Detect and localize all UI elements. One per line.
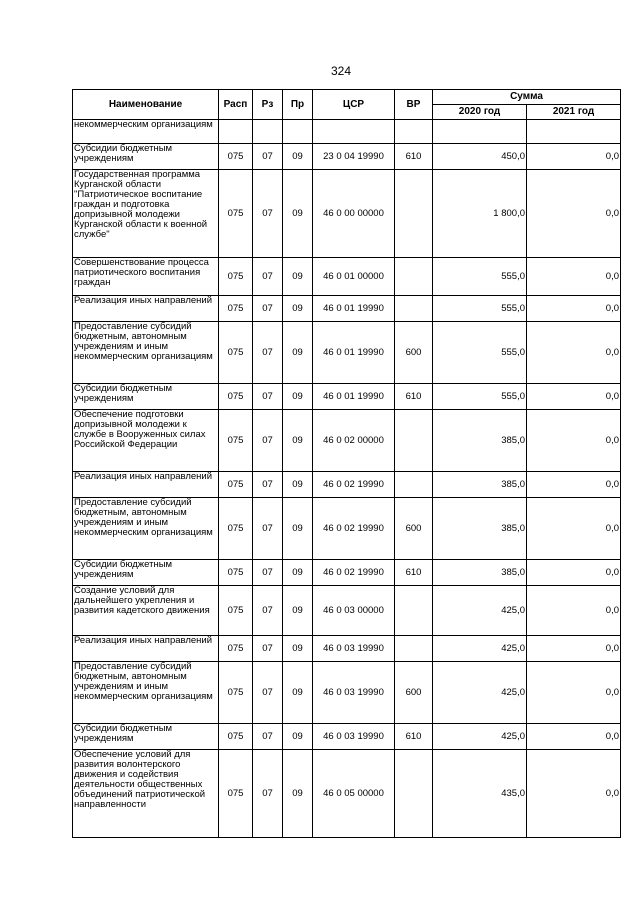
cell-rz: 07 (253, 296, 283, 322)
cell-rz: 07 (253, 636, 283, 662)
table-row (73, 170, 621, 258)
cell-csr: 46 0 02 19990 (313, 498, 395, 560)
cell-csr: 46 0 01 00000 (313, 258, 395, 296)
cell-rz: 07 (253, 258, 283, 296)
cell-pr: 09 (283, 750, 313, 838)
cell-rasp: 075 (219, 750, 253, 838)
cell-pr (283, 120, 313, 144)
cell-csr: 23 0 04 19990 (313, 144, 395, 170)
cell-rz: 07 (253, 322, 283, 384)
table-row (73, 144, 621, 170)
cell-y2021: 0,0 (527, 636, 621, 662)
cell-name: Совершенствование процесса патриотического воспитания граждан (73, 258, 219, 296)
table-row (73, 410, 621, 472)
cell-csr: 46 0 02 00000 (313, 410, 395, 472)
table-body (73, 120, 621, 838)
table-row (73, 636, 621, 662)
cell-rasp: 075 (219, 384, 253, 410)
cell-y2021: 0,0 (527, 322, 621, 384)
cell-csr: 46 0 03 00000 (313, 586, 395, 636)
cell-vr (395, 636, 433, 662)
cell-name: Предоставление субсидий бюджетным, автономным учреждениям и иным некоммерческим организациям (73, 322, 219, 384)
cell-pr: 09 (283, 410, 313, 472)
cell-csr: 46 0 03 19990 (313, 662, 395, 724)
header-2020: 2020 год (433, 105, 527, 120)
cell-csr (313, 120, 395, 144)
page-number: 324 (330, 64, 352, 78)
cell-y2021: 0,0 (527, 498, 621, 560)
cell-vr: 610 (395, 724, 433, 750)
cell-rasp: 075 (219, 636, 253, 662)
cell-y2020: 425,0 (433, 636, 527, 662)
cell-y2021: 0,0 (527, 560, 621, 586)
cell-name: Реализация иных направлений (73, 472, 219, 498)
cell-vr (395, 120, 433, 144)
cell-pr: 09 (283, 560, 313, 586)
cell-rasp: 075 (219, 322, 253, 384)
cell-csr: 46 0 01 19990 (313, 322, 395, 384)
cell-name: Субсидии бюджетным учреждениям (73, 144, 219, 170)
cell-vr: 610 (395, 144, 433, 170)
cell-y2021: 0,0 (527, 410, 621, 472)
cell-name: Обеспечение условий для развития волонтерского движения и содействия деятельности общественных объединений патриотической направленности (73, 750, 219, 838)
cell-vr: 610 (395, 560, 433, 586)
cell-y2020: 555,0 (433, 384, 527, 410)
cell-y2021: 0,0 (527, 724, 621, 750)
cell-y2021: 0,0 (527, 472, 621, 498)
cell-y2021: 0,0 (527, 586, 621, 636)
cell-name: Предоставление субсидий бюджетным, автономным учреждениям и иным некоммерческим организациям (73, 498, 219, 560)
cell-name: Субсидии бюджетным учреждениям (73, 724, 219, 750)
cell-name: некоммерческим организациям (73, 120, 219, 144)
table-row (73, 586, 621, 636)
cell-rasp: 075 (219, 258, 253, 296)
header-vr: ВР (395, 90, 433, 120)
cell-y2021: 0,0 (527, 258, 621, 296)
header-sum: Сумма (433, 90, 621, 105)
table-row (73, 750, 621, 838)
header-csr: ЦСР (313, 90, 395, 120)
cell-y2020: 450,0 (433, 144, 527, 170)
cell-rz: 07 (253, 560, 283, 586)
cell-vr: 600 (395, 498, 433, 560)
cell-y2021: 0,0 (527, 144, 621, 170)
cell-rasp: 075 (219, 144, 253, 170)
cell-y2021: 0,0 (527, 662, 621, 724)
cell-name: Субсидии бюджетным учреждениям (73, 384, 219, 410)
cell-y2020: 425,0 (433, 662, 527, 724)
cell-rasp: 075 (219, 560, 253, 586)
cell-y2020: 385,0 (433, 410, 527, 472)
cell-csr: 46 0 03 19990 (313, 636, 395, 662)
cell-rz: 07 (253, 750, 283, 838)
cell-name: Обеспечение подготовки допризывной молодежи к службе в Вооруженных силах Российской Федерации (73, 410, 219, 472)
cell-rasp (219, 120, 253, 144)
header-rasp: Расп (219, 90, 253, 120)
header-pr: Пр (283, 90, 313, 120)
table-row (73, 472, 621, 498)
cell-csr: 46 0 01 19990 (313, 296, 395, 322)
cell-rz: 07 (253, 384, 283, 410)
cell-pr: 09 (283, 662, 313, 724)
cell-pr: 09 (283, 384, 313, 410)
cell-pr: 09 (283, 170, 313, 258)
table-row (73, 322, 621, 384)
table-row (73, 384, 621, 410)
cell-rz: 07 (253, 472, 283, 498)
table-row (73, 662, 621, 724)
cell-csr: 46 0 01 19990 (313, 384, 395, 410)
cell-vr (395, 586, 433, 636)
cell-rasp: 075 (219, 170, 253, 258)
cell-vr (395, 258, 433, 296)
cell-rasp: 075 (219, 724, 253, 750)
cell-rz: 07 (253, 170, 283, 258)
table-row (73, 498, 621, 560)
cell-rz: 07 (253, 586, 283, 636)
cell-pr: 09 (283, 472, 313, 498)
cell-name: Реализация иных направлений (73, 296, 219, 322)
cell-vr: 610 (395, 384, 433, 410)
cell-y2020: 425,0 (433, 586, 527, 636)
cell-y2021 (527, 120, 621, 144)
cell-name: Предоставление субсидий бюджетным, автономным учреждениям и иным некоммерческим организациям (73, 662, 219, 724)
cell-y2020 (433, 120, 527, 144)
cell-name: Реализация иных направлений (73, 636, 219, 662)
cell-rz (253, 120, 283, 144)
cell-vr (395, 410, 433, 472)
cell-y2021: 0,0 (527, 750, 621, 838)
cell-rasp: 075 (219, 586, 253, 636)
cell-y2020: 555,0 (433, 296, 527, 322)
cell-y2020: 385,0 (433, 472, 527, 498)
header-2021: 2021 год (527, 105, 621, 120)
cell-rasp: 075 (219, 410, 253, 472)
table-row (73, 560, 621, 586)
cell-rasp: 075 (219, 296, 253, 322)
table-row (73, 296, 621, 322)
cell-pr: 09 (283, 296, 313, 322)
cell-y2021: 0,0 (527, 170, 621, 258)
cell-rz: 07 (253, 410, 283, 472)
cell-pr: 09 (283, 258, 313, 296)
cell-csr: 46 0 00 00000 (313, 170, 395, 258)
cell-pr: 09 (283, 498, 313, 560)
cell-y2020: 1 800,0 (433, 170, 527, 258)
cell-y2020: 435,0 (433, 750, 527, 838)
cell-y2020: 385,0 (433, 498, 527, 560)
cell-y2020: 555,0 (433, 322, 527, 384)
cell-csr: 46 0 02 19990 (313, 472, 395, 498)
cell-y2021: 0,0 (527, 384, 621, 410)
header-rz: Рз (253, 90, 283, 120)
cell-vr: 600 (395, 662, 433, 724)
cell-rz: 07 (253, 724, 283, 750)
cell-y2020: 555,0 (433, 258, 527, 296)
cell-rz: 07 (253, 144, 283, 170)
table-row (73, 120, 621, 144)
cell-rasp: 075 (219, 498, 253, 560)
cell-csr: 46 0 02 19990 (313, 560, 395, 586)
table-row (73, 724, 621, 750)
cell-vr: 600 (395, 322, 433, 384)
cell-rz: 07 (253, 498, 283, 560)
header-name: Наименование (73, 90, 219, 120)
cell-pr: 09 (283, 636, 313, 662)
cell-name: Субсидии бюджетным учреждениям (73, 560, 219, 586)
cell-y2021: 0,0 (527, 296, 621, 322)
cell-name: Государственная программа Курганской области "Патриотическое воспитание граждан и подготовка допризывной молодежи Курганской области к военной службе" (73, 170, 219, 258)
cell-pr: 09 (283, 586, 313, 636)
cell-rasp: 075 (219, 472, 253, 498)
cell-name: Создание условий для дальнейшего укрепления и развития кадетского движения (73, 586, 219, 636)
cell-rasp: 075 (219, 662, 253, 724)
cell-pr: 09 (283, 724, 313, 750)
cell-y2020: 385,0 (433, 560, 527, 586)
budget-table (72, 89, 621, 838)
cell-pr: 09 (283, 144, 313, 170)
cell-y2020: 425,0 (433, 724, 527, 750)
table-row (73, 258, 621, 296)
cell-vr (395, 296, 433, 322)
cell-vr (395, 472, 433, 498)
cell-vr (395, 170, 433, 258)
cell-csr: 46 0 05 00000 (313, 750, 395, 838)
cell-rz: 07 (253, 662, 283, 724)
cell-pr: 09 (283, 322, 313, 384)
cell-csr: 46 0 03 19990 (313, 724, 395, 750)
cell-vr (395, 750, 433, 838)
